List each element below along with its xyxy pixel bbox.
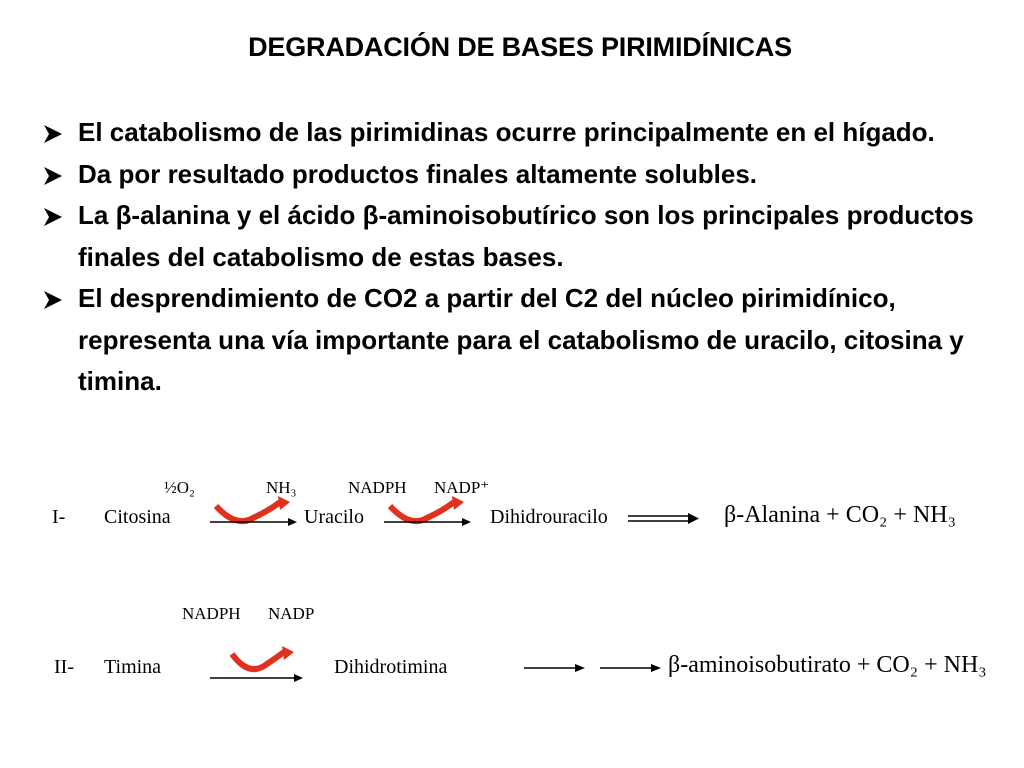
arrowhead-bullet-icon [42,166,64,186]
reaction-1-cofactor-nadph: NADPH [348,478,407,497]
reaction-1-substrate: Citosina [104,506,171,528]
bullet-text: El desprendimiento de CO2 a partir del C2 del núcleo pirimidínico, representa una vía importante para el catabolismo de uracilo, citosina y timina. [78,283,964,396]
reaction-2 [0,598,1024,698]
bullet-list [40,112,1000,403]
reaction-1-step-3-arrow-icon [628,512,700,526]
bullet-item [40,278,1000,403]
reaction-2-intermediate: Dihidrotimina [334,656,448,678]
bullet-item [40,112,1000,154]
reaction-1-cofactor-ammonia: NH₃ [266,478,297,497]
reaction-2-step-2-arrow-icon [524,662,586,674]
reaction-2-cofactor-nadp: NADP [268,604,315,623]
slide-title: DEGRADACIÓN DE BASES PIRIMIDÍNICAS [248,32,792,62]
reaction-1-step-1-arrow-icon [208,496,298,530]
reaction-1-intermediate-1: Uracilo [304,506,364,528]
arrowhead-bullet-icon [42,290,64,310]
arrowhead-bullet-icon [42,124,64,144]
bullet-item [40,154,1000,196]
reaction-1-label: I- [52,506,66,528]
arrowhead-bullet-icon [42,207,64,227]
reaction-1-products: β-Alanina + CO₂ + NH₃ [724,502,956,528]
reaction-2-cofactor-nadph: NADPH [182,604,241,623]
bullet-text: La β-alanina y el ácido β-aminoisobutírico son los principales productos finales del catabolismo de estas bases. [78,200,974,272]
bullet-text: El catabolismo de las pirimidinas ocurre principalmente en el hígado. [78,117,935,147]
bullet-text: Da por resultado productos finales altamente solubles. [78,158,758,189]
reaction-2-label: II- [54,656,74,678]
reaction-1 [0,470,1024,540]
bullet-item [40,195,1000,278]
reaction-1-intermediate-2: Dihidrouracilo [490,506,608,528]
reaction-1-cofactor-nadp: NADP⁺ [434,478,490,497]
reaction-2-substrate: Timina [104,656,162,678]
reaction-2-products: β-aminoisobutirato + CO₂ + NH₃ [668,652,987,678]
reaction-2-step-1-arrow-icon [208,646,304,684]
reaction-2-step-3-arrow-icon [600,662,662,674]
reaction-1-cofactor-oxygen: ½O₂ [164,478,195,497]
reaction-1-step-2-arrow-icon [382,496,472,530]
